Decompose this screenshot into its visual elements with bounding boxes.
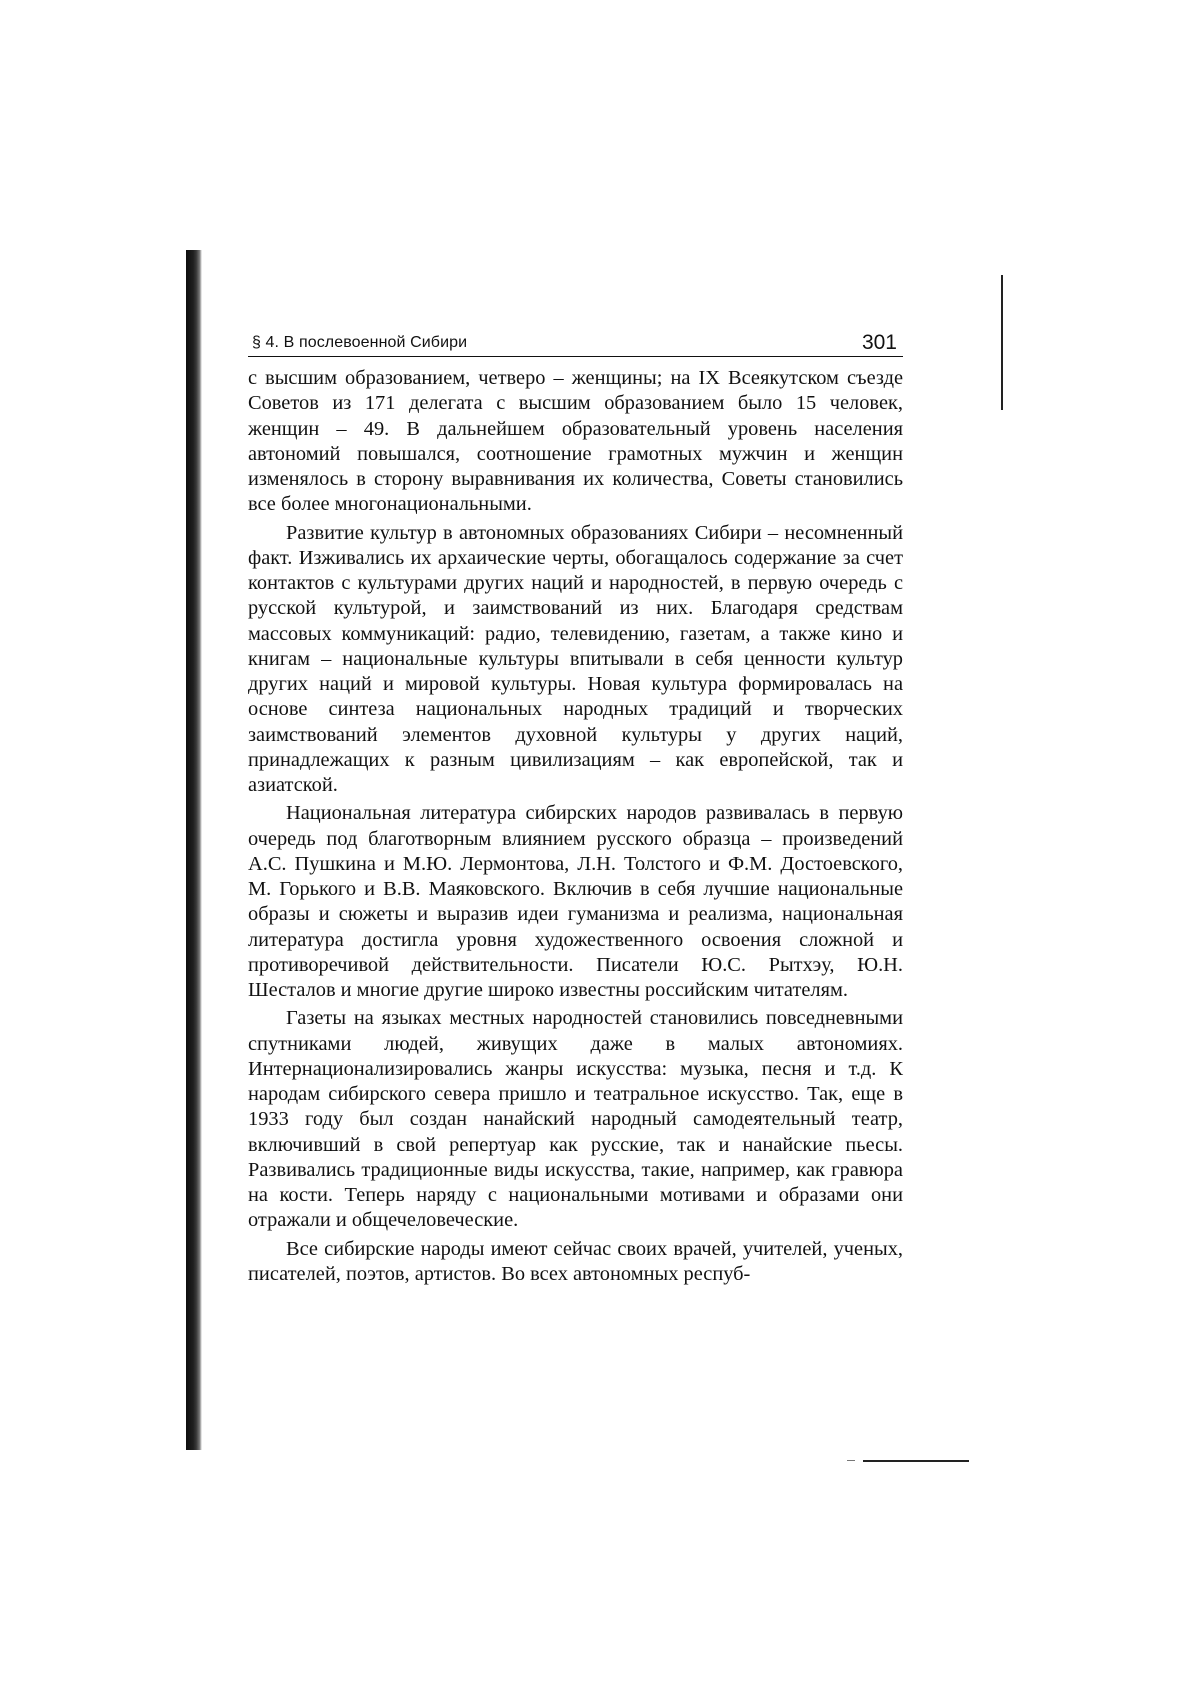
- scan-margin-mark: [1001, 275, 1003, 410]
- scan-bottom-mark: [863, 1460, 969, 1462]
- book-page: [248, 326, 903, 1290]
- body-text: [248, 366, 903, 1287]
- section-title: § 4. В послевоенной Сибири: [252, 334, 468, 351]
- paragraph-3: Национальная литература сибирских народов развивалась в первую очередь под благотворным влиянием русского образца – произведений А.С. Пушкина и М.Ю. Лермонтова, Л.Н. Толстого и Ф.М. Достоевского, М. Горького и В.В. Маяковского. Включив в себя лучшие национальные образы и сюжеты и выразив идеи гуманизма и реализма, национальная литература достигла уровня художественного освоения сложной и противоречивой действительности. Писатели Ю.С. Рытхэу, Ю.Н. Шесталов и многие другие широко известны российским читателям.: [248, 802, 903, 1001]
- paragraph-2: Развитие культур в автономных образованиях Сибири – несомненный факт. Изживались их архаические черты, обогащалось содержание за счет контактов с культурами других наций и народностей, в первую очередь с русской культурой, и заимствований из них. Благодаря средствам массовых коммуникаций: радио, телевидению, газетам, а также кино и книгам – национальные культуры впитывали в себя ценности культур других наций и мировой культуры. Новая культура формировалась на основе синтеза национальных народных традиций и творческих заимствований элементов духовной культуры у других наций, принадлежащих к разным цивилизациям – как европейской, так и азиатской.: [248, 521, 903, 796]
- paragraph-1: с высшим образованием, четверо – женщины; на IX Всеякутском съезде Советов из 171 делегата с высшим образованием было 15 человек, женщин – 49. В дальнейшем образовательный уровень населения автономий повышался, соотношение грамотных мужчин и женщин изменялось в сторону выравнивания их количества, Советы становились все более многонациональными.: [248, 367, 903, 516]
- scan-binding-edge: [186, 250, 202, 1450]
- paragraph-4: Газеты на языках местных народностей становились повседневными спутниками людей, живущих даже в малых автономиях. Интернационализировались жанры искусства: музыка, песня и т.д. К народам сибирского севера пришло и театральное искусство. Так, еще в 1933 году был создан нанайский народный самодеятельный театр, включивший в свой репертуар как русские, так и нанайские пьесы. Развивались традиционные виды искусства, такие, например, как гравюра на кости. Теперь наряду с национальными мотивами и образами они отражали и общечеловеческие.: [248, 1007, 903, 1232]
- scan-bottom-dot: [847, 1460, 855, 1461]
- paragraph-5: Все сибирские народы имеют сейчас своих врачей, учителей, ученых, писателей, поэтов, артистов. Во всех автономных респуб-: [248, 1237, 903, 1285]
- running-header: [248, 326, 903, 357]
- page-number: 301: [861, 331, 897, 354]
